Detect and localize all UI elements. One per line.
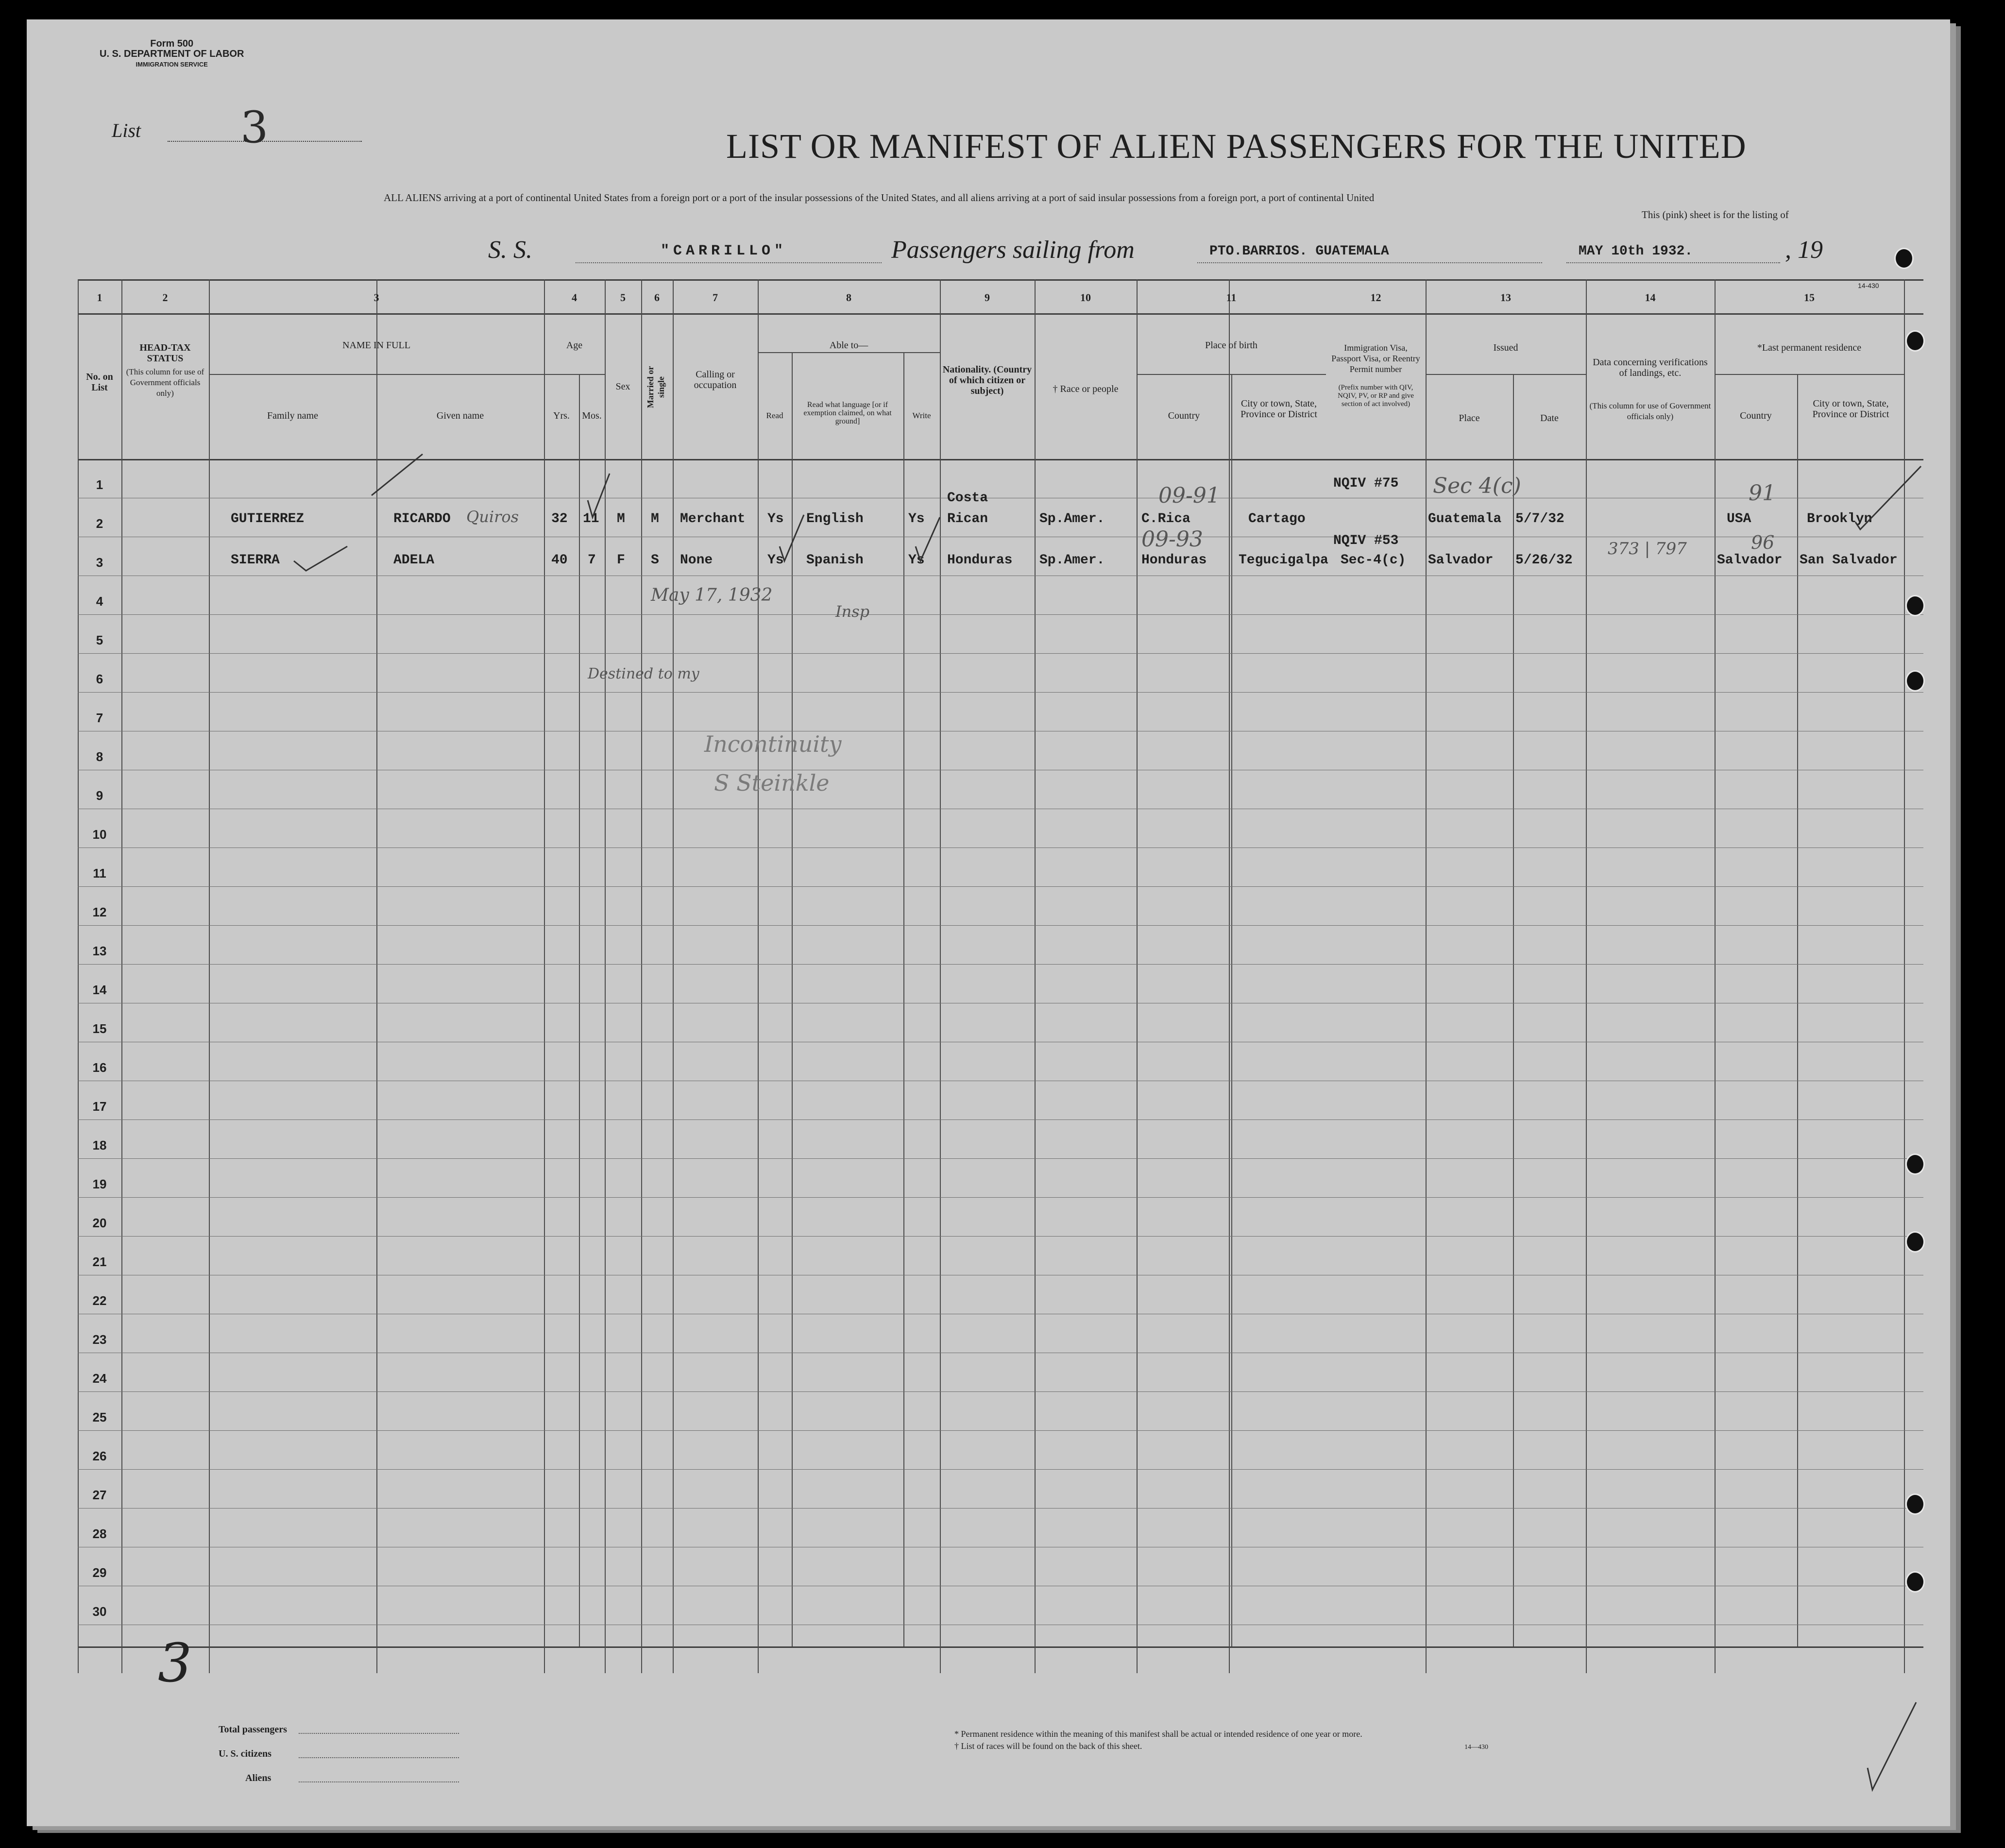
sailing-date: MAY 10th 1932. — [1579, 244, 1693, 259]
p2-verification-annotation: 373 | 797 — [1608, 539, 1687, 559]
hdr-read: Read — [766, 411, 783, 420]
p1-nationality-1: Costa — [947, 491, 988, 506]
form-number: Form 500 — [150, 38, 194, 49]
col-num-3: 3 — [374, 291, 379, 304]
p2-age-yrs: 40 — [551, 553, 568, 568]
subtitle-line-1: ALL ALIENS arriving at a port of continental United States from a foreign port or a port of the insular possessions of the United States, and all aliens arriving at a port of said insular possessions from a foreign port, a port of continental United — [384, 192, 1375, 203]
check-mark-5 — [913, 515, 942, 563]
p1-given-annotation: Quiros — [466, 508, 519, 526]
service-label: IMMIGRATION SERVICE — [136, 61, 208, 68]
row-number: 30 — [92, 1604, 107, 1619]
hdr-head-tax-note: (This column for use of Government officials only) — [126, 367, 204, 398]
hdr-yrs: Yrs. — [553, 410, 570, 421]
binder-hole — [1905, 595, 1925, 616]
p2-race: Sp.Amer. — [1039, 553, 1105, 568]
check-mark-4 — [777, 512, 806, 566]
p2-language: Spanish — [806, 553, 864, 568]
aliens-label: Aliens — [245, 1773, 272, 1783]
hdr-lr-city: City or town, State, Province or District — [1812, 398, 1889, 420]
manifest-table — [78, 279, 1923, 1673]
p1-write: Ys — [908, 511, 925, 526]
hdr-calling: Calling or occupation — [694, 369, 737, 390]
row-number: 26 — [92, 1449, 107, 1463]
row-number: 23 — [92, 1332, 107, 1347]
binder-hole — [1905, 330, 1925, 352]
col-num-14: 14 — [1645, 291, 1656, 304]
p1-nationality-2: Rican — [947, 511, 988, 526]
ship-name: "CARRILLO" — [661, 243, 787, 259]
col-num-7: 7 — [713, 291, 718, 304]
year-suffix: , 19 — [1785, 236, 1823, 264]
p1-issued-date: 5/7/32 — [1515, 511, 1564, 526]
list-number: 3 — [240, 102, 269, 153]
footer-check-mark — [1863, 1700, 1921, 1797]
binder-hole — [1905, 1153, 1925, 1175]
row-number: 24 — [92, 1371, 107, 1386]
hdr-head-tax: HEAD-TAX STATUS — [139, 342, 191, 364]
row-number: 29 — [92, 1565, 107, 1580]
row-number: 12 — [92, 905, 107, 919]
p1-visa: NQIV #75 — [1333, 476, 1399, 491]
p1-visa-annotation: Sec 4(c) — [1433, 474, 1521, 498]
row-number: 22 — [92, 1293, 107, 1308]
p1-married: M — [651, 511, 659, 526]
p1-age-mos: 11 — [583, 511, 599, 526]
row-rule — [78, 692, 1923, 693]
manifest-sheet — [27, 19, 1950, 1826]
row-number: 20 — [92, 1216, 107, 1230]
p2-sex: F — [617, 553, 625, 568]
row-rule — [78, 925, 1923, 926]
row-rule — [78, 1469, 1923, 1470]
p1-pob-country-annotation: 09-91 — [1158, 483, 1220, 508]
col-num-4: 4 — [572, 291, 577, 304]
hdr-pob-city: City or town, State, Province or District — [1240, 398, 1317, 420]
p2-married: S — [651, 553, 659, 568]
p2-age-mos: 7 — [588, 553, 596, 568]
hdr-married: Married or single — [646, 366, 666, 408]
ship-prefix: S. S. — [488, 236, 532, 264]
row-number: 13 — [92, 944, 107, 958]
col-num-6: 6 — [654, 291, 660, 304]
p2-given-name: ADELA — [393, 553, 435, 568]
hdr-visa-note: (Prefix number with QIV, NQIV, PV, or RP and give section of act involved) — [1338, 384, 1414, 408]
row-rule — [78, 886, 1923, 887]
hdr-verification-note: (This column for use of Government officials only) — [1589, 401, 1711, 421]
row-number: 21 — [92, 1255, 107, 1269]
p2-lr-annotation: 96 — [1751, 532, 1775, 553]
p1-given-name: RICARDO — [393, 511, 451, 526]
sailing-label: Passengers sailing from — [891, 236, 1135, 264]
row-number: 28 — [92, 1526, 107, 1541]
hdr-verification: Data concerning verifications of landings, etc. — [1593, 357, 1708, 378]
row-rule — [78, 653, 1923, 654]
col-num-9: 9 — [985, 291, 990, 304]
col-num-15: 15 — [1804, 291, 1815, 304]
row-number: 11 — [93, 866, 106, 881]
p1-read: Ys — [767, 511, 784, 526]
row-number: 8 — [96, 749, 103, 764]
p1-age-yrs: 32 — [551, 511, 568, 526]
destined-note: Destined to my — [588, 665, 699, 682]
p1-language: English — [806, 511, 864, 526]
binder-hole — [1905, 1231, 1925, 1253]
hdr-sex: Sex — [615, 381, 630, 392]
hdr-last-residence: *Last permanent residence — [1757, 342, 1862, 353]
aliens-line — [299, 1781, 459, 1782]
row-number: 16 — [92, 1060, 107, 1075]
p1-pob-city: Cartago — [1248, 511, 1306, 526]
hdr-issued: Issued — [1493, 342, 1518, 353]
binder-hole — [1905, 670, 1925, 692]
p2-read: Ys — [767, 553, 784, 568]
footer-handwritten-mark: 3 — [158, 1632, 192, 1694]
list-label: List — [112, 119, 141, 141]
p2-issued-place: Salvador — [1428, 553, 1494, 568]
row-number: 5 — [96, 633, 103, 647]
row-number: 14 — [92, 983, 107, 997]
check-mark-1 — [369, 452, 427, 500]
row-rule — [78, 1508, 1923, 1509]
hdr-nationality: Nationality. (Country of which citizen or subject) — [942, 364, 1032, 396]
binder-hole — [1905, 1571, 1925, 1593]
p2-pob-country-annotation: 09-93 — [1141, 527, 1203, 552]
hdr-place-of-birth: Place of birth — [1205, 340, 1257, 351]
p1-pob-country: C.Rica — [1141, 511, 1190, 526]
p1-family-name: GUTIERREZ — [231, 511, 305, 526]
binder-hole — [1905, 1493, 1925, 1515]
check-mark-6 — [1851, 464, 1923, 532]
p2-pob-city: Tegucigalpa — [1239, 553, 1328, 568]
stamp-line-2: S Steinkle — [714, 770, 830, 796]
stamp-line-1: Incontinuity — [704, 731, 842, 757]
manifest-title: LIST OR MANIFEST OF ALIEN PASSENGERS FOR THE UNITED — [726, 127, 1747, 166]
row-number: 3 — [96, 555, 103, 570]
row-rule — [78, 1158, 1923, 1159]
ship-name-line — [576, 262, 882, 263]
col-num-8: 8 — [846, 291, 851, 304]
form-header — [100, 39, 244, 69]
p1-lr-country: USA — [1727, 511, 1751, 526]
department-label: U. S. DEPARTMENT OF LABOR — [100, 49, 244, 59]
col-num-12: 12 — [1370, 291, 1381, 304]
port-line — [1197, 262, 1542, 263]
check-mark-3 — [583, 471, 612, 520]
p2-pob-country: Honduras — [1141, 553, 1207, 568]
hdr-pob-country: Country — [1168, 410, 1200, 421]
p2-write: Ys — [908, 553, 925, 568]
hdr-age: Age — [566, 340, 583, 351]
row-rule — [78, 964, 1923, 965]
p2-nationality: Honduras — [947, 553, 1013, 568]
p2-calling: None — [680, 553, 713, 568]
row-number: 15 — [92, 1021, 107, 1036]
row-number: 4 — [96, 594, 103, 609]
hdr-mos: Mos. — [582, 410, 602, 421]
row-number: 17 — [92, 1099, 107, 1114]
col-num-5: 5 — [620, 291, 626, 304]
p1-lr-city: Brooklyn — [1807, 511, 1872, 526]
hdr-no-on-list: No. on List — [86, 372, 113, 393]
hdr-family-name: Family name — [267, 410, 318, 421]
subtitle-line-2: This (pink) sheet is for the listing of — [1642, 209, 1789, 220]
row-rule — [78, 1119, 1923, 1120]
row-number: 9 — [96, 788, 103, 803]
p2-family-name: SIERRA — [231, 553, 280, 568]
total-passengers-label: Total passengers — [219, 1724, 287, 1735]
footnote-residence: * Permanent residence within the meaning of this manifest shall be actual or intended residence of one year or more. — [954, 1729, 1362, 1739]
hdr-lr-country: Country — [1740, 410, 1772, 421]
row-number: 27 — [92, 1488, 107, 1502]
row-number: 10 — [92, 827, 107, 842]
hdr-given-name: Given name — [436, 410, 484, 421]
row-rule — [78, 1197, 1923, 1198]
form-code-bottom: 14—430 — [1464, 1744, 1488, 1751]
p1-lr-annotation: 91 — [1749, 481, 1776, 506]
p2-lr-country: Salvador — [1717, 553, 1783, 568]
hdr-read-language: Read what language [or if exemption claimed, on what ground] — [803, 401, 892, 425]
p2-visa: NQIV #53 — [1333, 533, 1399, 548]
sailing-port: PTO.BARRIOS. GUATEMALA — [1209, 244, 1389, 259]
row-number: 19 — [92, 1177, 107, 1191]
p2-lr-city: San Salvador — [1800, 553, 1898, 568]
p2-issued-date: 5/26/32 — [1515, 553, 1573, 568]
p1-sex: M — [617, 511, 625, 526]
hdr-write: Write — [912, 411, 931, 420]
binder-hole — [1894, 248, 1914, 269]
hdr-race: † Race or people — [1053, 384, 1119, 394]
row-number: 1 — [96, 477, 103, 492]
us-citizens-label: U. S. citizens — [219, 1748, 272, 1759]
col-num-1: 1 — [97, 291, 102, 304]
footnote-races: † List of races will be found on the back of this sheet. — [954, 1741, 1142, 1751]
col-num-13: 13 — [1500, 291, 1511, 304]
inspection-date-note: May 17, 1932 — [651, 585, 773, 605]
us-citizens-line — [299, 1757, 459, 1758]
total-passengers-line — [299, 1733, 459, 1734]
hdr-name-in-full: NAME IN FULL — [342, 340, 410, 351]
check-mark-2 — [291, 544, 350, 573]
p1-race: Sp.Amer. — [1039, 511, 1105, 526]
p1-issued-place: Guatemala — [1428, 511, 1502, 526]
row-number: 2 — [96, 516, 103, 531]
row-rule — [78, 1430, 1923, 1431]
col-num-11: 11 — [1226, 291, 1237, 304]
hdr-issued-place: Place — [1459, 413, 1480, 424]
col-num-10: 10 — [1080, 291, 1091, 304]
row-number: 6 — [96, 672, 103, 686]
p2-visa-sec: Sec-4(c) — [1341, 553, 1406, 568]
row-rule — [78, 1391, 1923, 1392]
hdr-able-to: Able to— — [829, 340, 868, 351]
row-number: 18 — [92, 1138, 107, 1153]
inspector-note: Insp — [835, 602, 870, 621]
date-line — [1566, 262, 1780, 263]
row-number: 25 — [92, 1410, 107, 1424]
row-rule — [78, 614, 1923, 615]
row-number: 7 — [96, 711, 103, 725]
hdr-visa: Immigration Visa, Passport Visa, or Reentry Permit number — [1331, 343, 1420, 374]
hdr-issued-date: Date — [1540, 413, 1559, 424]
form-code-top: 14-430 — [1858, 282, 1879, 289]
p1-calling: Merchant — [680, 511, 746, 526]
col-num-2: 2 — [162, 291, 168, 304]
row-rule — [78, 1236, 1923, 1237]
